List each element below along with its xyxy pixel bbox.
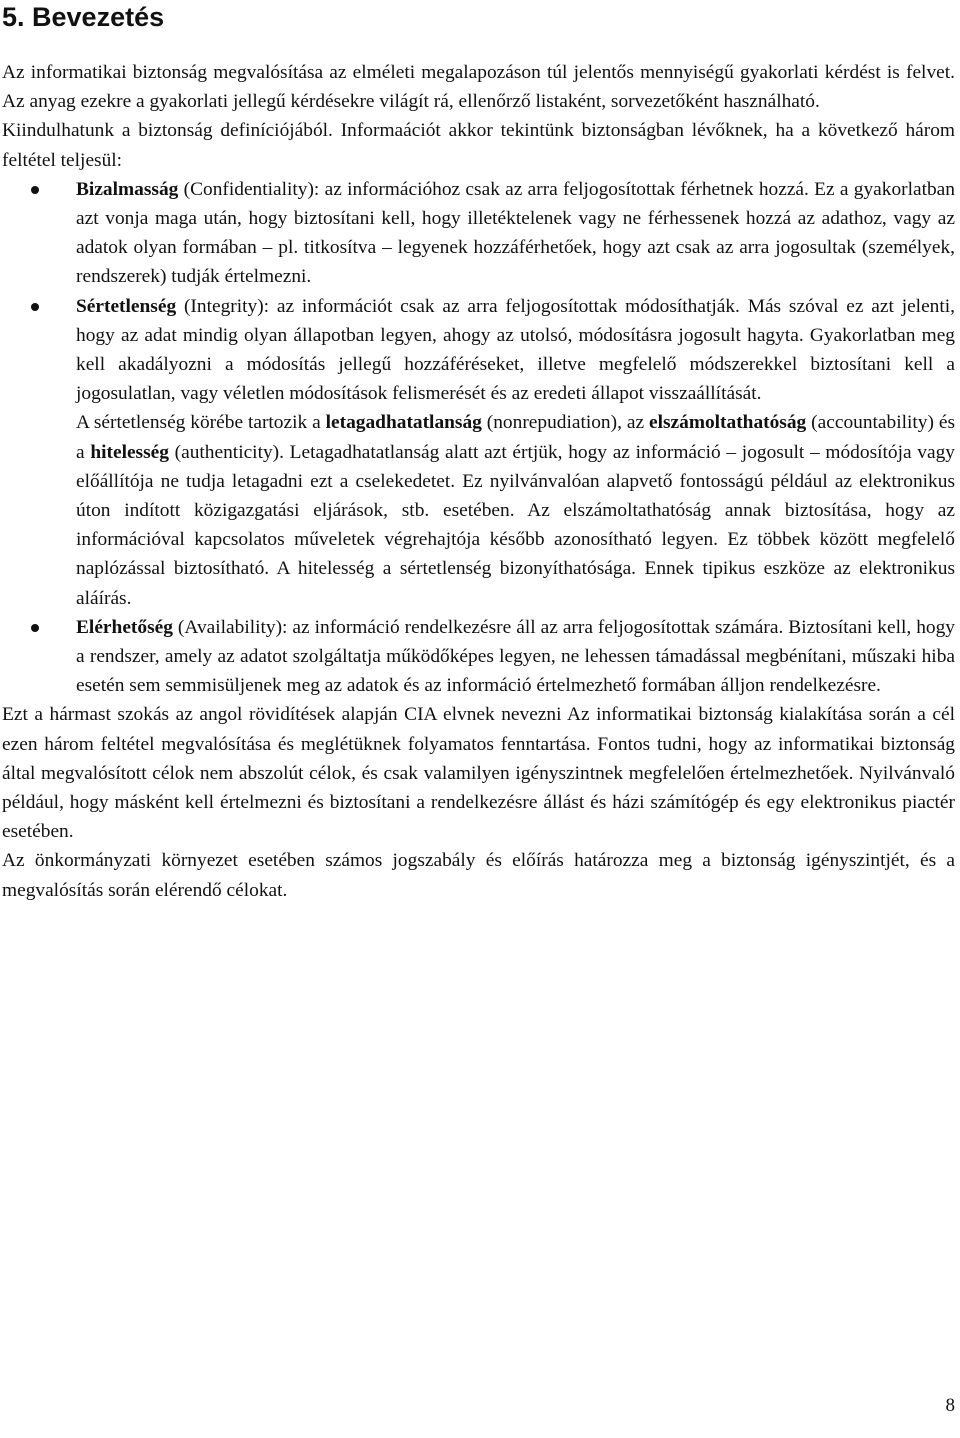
term-authenticity: hitelesség [90, 441, 169, 463]
bullet-icon [31, 186, 39, 194]
integrity-description: (Integrity): az információt csak az arra feljogosítottak módosíthatják. Más szóval ez azt jelenti, hogy az adat mindig olyan állapotban legyen, ahogy az utolsó, módosításra jogosult hagyta. Gyakorlatban meg kell akadályozni a módosítás jellegű hozzáféréseket, illetve megfelelő módszerekkel biztosítani kell a jogosulatlan, vagy véletlen módosítások felismerését és az eredeti állapot visszaállítását. [76, 295, 955, 405]
bullet-icon [31, 303, 39, 311]
term-integrity: Sértetlenség [76, 295, 177, 317]
term-nonrepudiation: letagadhatatlanság [325, 412, 482, 434]
intro-paragraph-1: Az informatikai biztonság megvalósítása az elméleti megalapozáson túl jelentős mennyiségű gyakorlati kérdést is felvet. Az anyag ezekre a gyakorlati jellegű kérdésekre világít rá, ellenőrző listaként, sorvezetőként használható. [2, 62, 955, 113]
cia-bullet-list [2, 175, 955, 701]
integrity-extra-paragraph: A sértetlenség körébe tartozik a letagadhatatlanság (nonrepudiation), az elszámoltathatóság (accountability) és a hitelesség (authenticity). Letagadhatatlanság alatt azt értjük, hogy az információ – jogosult – módosítója vagy előállítója ne tudja letagadni ezt a cselekedetet. Ez nyilvánvalóan alapvető fontosságú például az elektronikus úton indított közigazgatási eljárások, stb. esetében. Az elszámoltathatóság annak biztosítása, hogy az információval kapcsolatos műveletek végrehajtója később azonosítható legyen. Ez többek között megfelelő naplózással biztosítható. A hitelesség a sértetlenség bizonyíthatósága. Ennek tipikus eszköze az elektronikus aláírás. [76, 412, 955, 609]
closing-paragraph-2: Az önkormányzati környezet esetében számos jogszabály és előírás határozza meg a biztonság igényszintjét, és a megvalósítás során elérendő célokat. [2, 850, 955, 901]
availability-description: (Availability): az információ rendelkezésre áll az arra feljogosítottak számára. Biztosítani kell, hogy a rendszer, amely az adatot szolgáltatja működőképes legyen, ne lehessen támadással megbénítani, műszaki hiba esetén sem semmisüljenek meg az adatok és az információ értelmezhető formában álljon rendelkezésre. [76, 616, 955, 697]
document-body [2, 58, 955, 905]
list-item-integrity [2, 292, 955, 613]
term-availability: Elérhetőség [76, 616, 173, 638]
page-number: 8 [945, 1395, 955, 1416]
term-confidentiality: Bizalmasság [76, 178, 179, 200]
term-accountability: elszámoltathatóság [648, 412, 807, 434]
list-item-availability [2, 613, 955, 701]
confidentiality-description: (Confidentiality): az információhoz csak az arra feljogosítottak férhetnek hozzá. Ez a gyakorlatban azt vonja maga után, hogy biztosítani kell, hogy illetéktelenek vagy ne férhessenek hozzá az adathoz, vagy az adatok olyan formában – pl. titkosítva – legyenek hozzáférhetőek, hogy azt csak az arra jogosultak (személyek, rendszerek) tudják értelmezni. [76, 178, 955, 288]
bullet-icon [31, 624, 39, 632]
intro-paragraph-2: Kiindulhatunk a biztonság definíciójából. Informaációt akkor tekintünk biztonságban lévőknek, ha a következő három feltétel teljesül: [2, 120, 955, 171]
list-item-confidentiality [2, 175, 955, 292]
closing-paragraph-1: Ezt a hármast szokás az angol rövidítések alapján CIA elvnek nevezni Az informatikai biztonság kialakítása során a cél ezen három feltétel megvalósítása és meglétüknek folyamatos fenntartása. Fontos tudni, hogy az informatikai biztonság által megvalósított célok nem abszolút célok, és csak valamilyen igényszintnek megfelelően értelmezhetőek. Nyilvánvaló például, hogy másként kell értelmezni és biztosítani a rendelkezésre állást és házi számítógép és egy elektronikus piactér esetében. [2, 704, 955, 843]
section-heading: 5. Bevezetés [2, 2, 165, 32]
